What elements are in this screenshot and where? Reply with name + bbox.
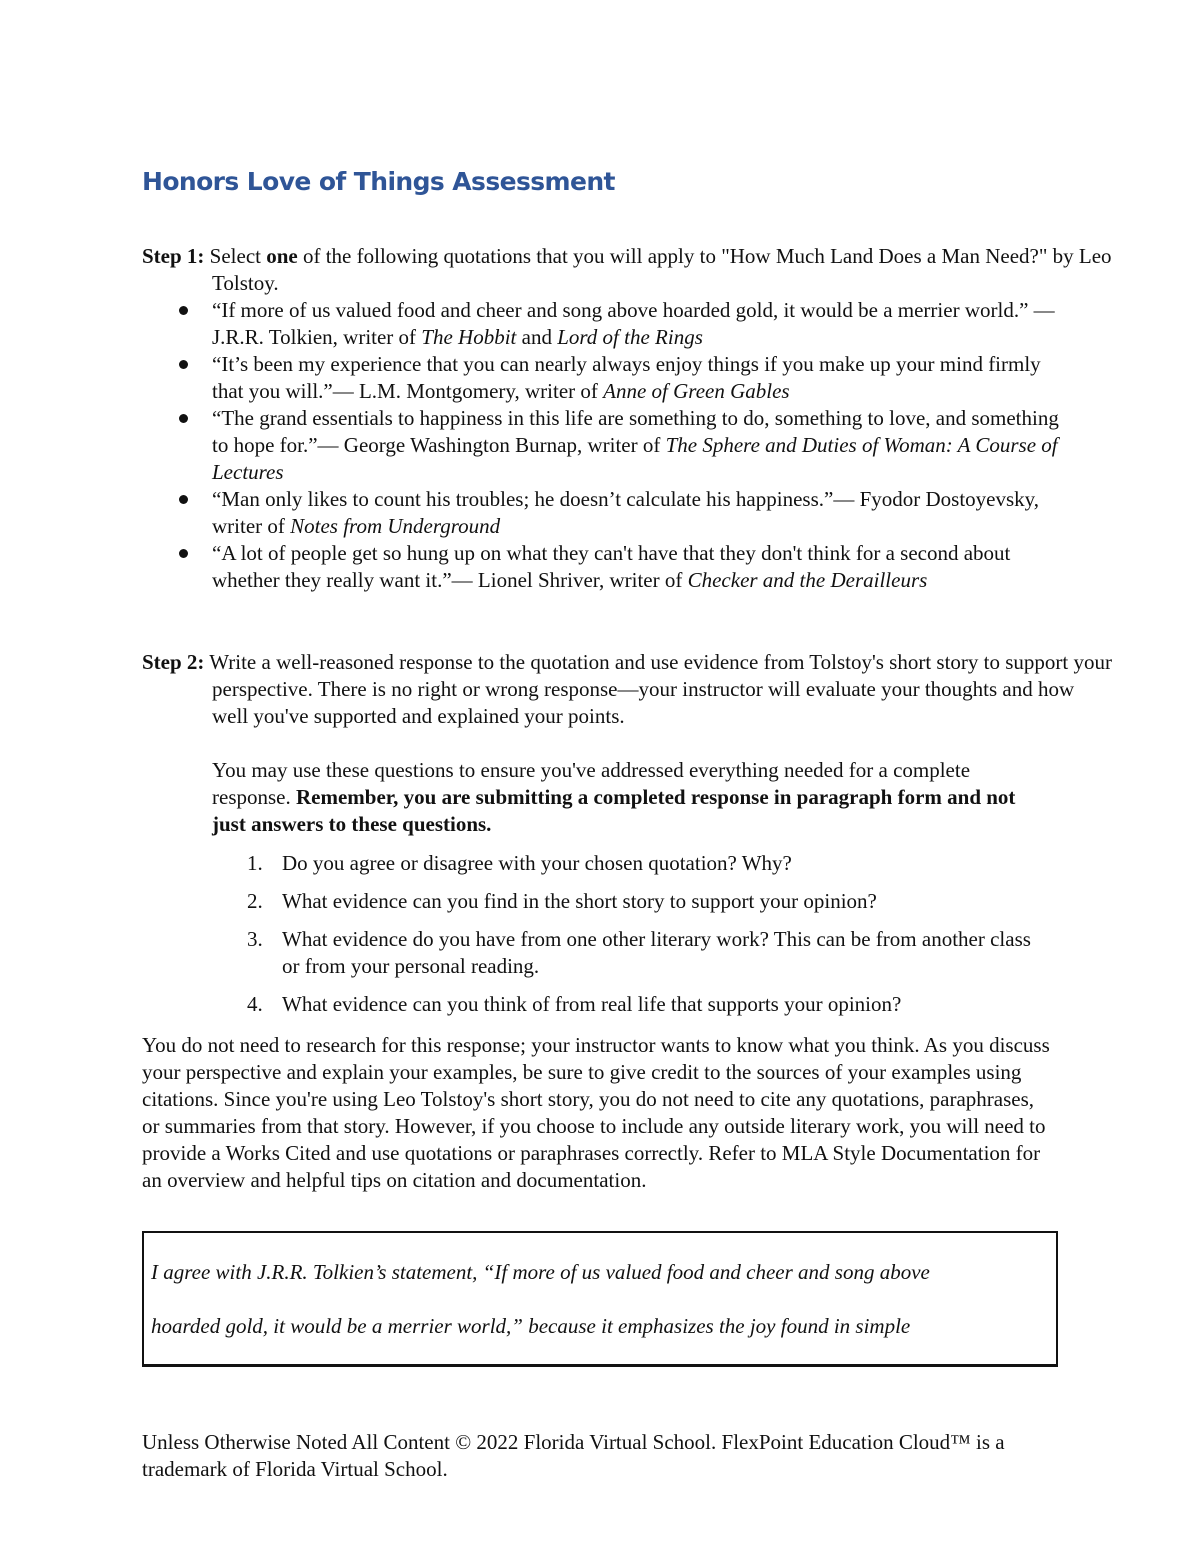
work-title: The Hobbit: [421, 325, 517, 349]
instructions-paragraph: You do not need to research for this response; your instructor wants to know what you think. As you discuss your perspective and explain your examples, be sure to give credit to the sources of your examples using citations. Since you're using Leo Tolstoy's short story, you do not need to cite any quotations, paraphrases, or summaries from that story. However, if you choose to include any outside literary work, you will need to provide a Works Cited and use quotations or paraphrases correctly. Refer to MLA Style Documentation for an overview and helpful tips on citation and documentation.: [142, 1033, 1050, 1192]
work-title: Lord of the Rings: [557, 325, 703, 349]
work-title: Anne of Green Gables: [603, 379, 790, 403]
bullet-icon: [179, 495, 188, 504]
bullet-icon: [179, 414, 188, 423]
question-list: [212, 850, 1042, 1029]
step-2: [142, 649, 1112, 730]
guidance-paragraph: [212, 757, 1042, 838]
page-title: Honors Love of Things Assessment: [142, 167, 615, 196]
response-textbox[interactable]: [142, 1231, 1058, 1367]
text-segment: Write a well-reasoned response to the quotation and use evidence from Tolstoy's short story to support your perspective. There is no right or wrong response—your instructor will evaluate your thoughts and how well you've supported and explained your points.: [204, 650, 1113, 728]
question-number: 3.: [247, 927, 263, 951]
question-text: What evidence can you think of from real life that supports your opinion?: [282, 992, 902, 1016]
quotation-item: [212, 297, 1060, 351]
bullet-icon: [179, 306, 188, 315]
question-number: 4.: [247, 992, 263, 1016]
quotation-item: [212, 486, 1060, 540]
step-1-text: [204, 244, 1111, 295]
question-number: 2.: [247, 889, 263, 913]
quotation-item: [212, 351, 1060, 405]
question-text: What evidence do you have from one other literary work? This can be from another class or from your personal reading.: [282, 927, 1031, 978]
question-text: Do you agree or disagree with your chosen quotation? Why?: [282, 851, 792, 875]
text-segment: and: [516, 325, 558, 349]
question-item: [212, 850, 1042, 877]
text-segment: Select: [204, 244, 267, 268]
bullet-icon: [179, 360, 188, 369]
response-line: I agree with J.R.R. Tolkien’s statement, “If more of us valued food and cheer and song above: [151, 1260, 930, 1284]
emphasis-text: Remember, you are submitting a completed response in paragraph form and not just answers to these questions.: [212, 785, 1016, 836]
quotation-item: [212, 540, 1060, 594]
question-number: 1.: [247, 851, 263, 875]
text-segment: of the following quotations that you will apply to "How Much Land Does a Man Need?" by Leo Tolstoy.: [212, 244, 1112, 295]
text-segment: “If more of us valued food and cheer and song above hoarded gold, it would be a merrier world.” — J.R.R. Tolkien, writer of: [212, 298, 1055, 349]
text-segment: “The grand essentials to happiness in this life are something to do, something to love, and something to hope for.”— George Washington Burnap, writer of: [212, 406, 1059, 457]
emphasis-text: one: [266, 244, 298, 268]
step-2-label: Step 2:: [142, 650, 205, 674]
text-segment: “Man only likes to count his troubles; he doesn’t calculate his happiness.”— Fyodor Dostoyevsky, writer of: [212, 487, 1040, 538]
question-item: [212, 991, 1042, 1018]
text-segment: “A lot of people get so hung up on what they can't have that they don't think for a second about whether they really want it.”— Lionel Shriver, writer of: [212, 541, 1011, 592]
quotation-list: [212, 297, 1060, 594]
quotation-item: [212, 405, 1060, 486]
step-1-label: Step 1:: [142, 244, 205, 268]
response-line: hoarded gold, it would be a merrier world,” because it emphasizes the joy found in simple: [151, 1314, 911, 1338]
bullet-icon: [179, 549, 188, 558]
work-title: Checker and the Derailleurs: [687, 568, 928, 592]
question-item: [212, 888, 1042, 915]
work-title: The Sphere and Duties of Woman: A Course of Lectures: [212, 433, 1058, 484]
step-1: [142, 243, 1112, 297]
question-text: What evidence can you find in the short story to support your opinion?: [282, 889, 877, 913]
step-2-text: [204, 650, 1112, 728]
question-item: [212, 926, 1042, 980]
text-segment: “It’s been my experience that you can nearly always enjoy things if you make up your mind firmly that you will.”— L.M. Montgomery, writer of: [212, 352, 1041, 403]
text-segment: You may use these questions to ensure you've addressed everything needed for a complete response.: [212, 758, 971, 809]
work-title: Notes from Underground: [290, 514, 501, 538]
copyright-footer: Unless Otherwise Noted All Content © 2022 Florida Virtual School. FlexPoint Education Cloud™ is a trademark of Florida Virtual School.: [142, 1430, 1005, 1481]
